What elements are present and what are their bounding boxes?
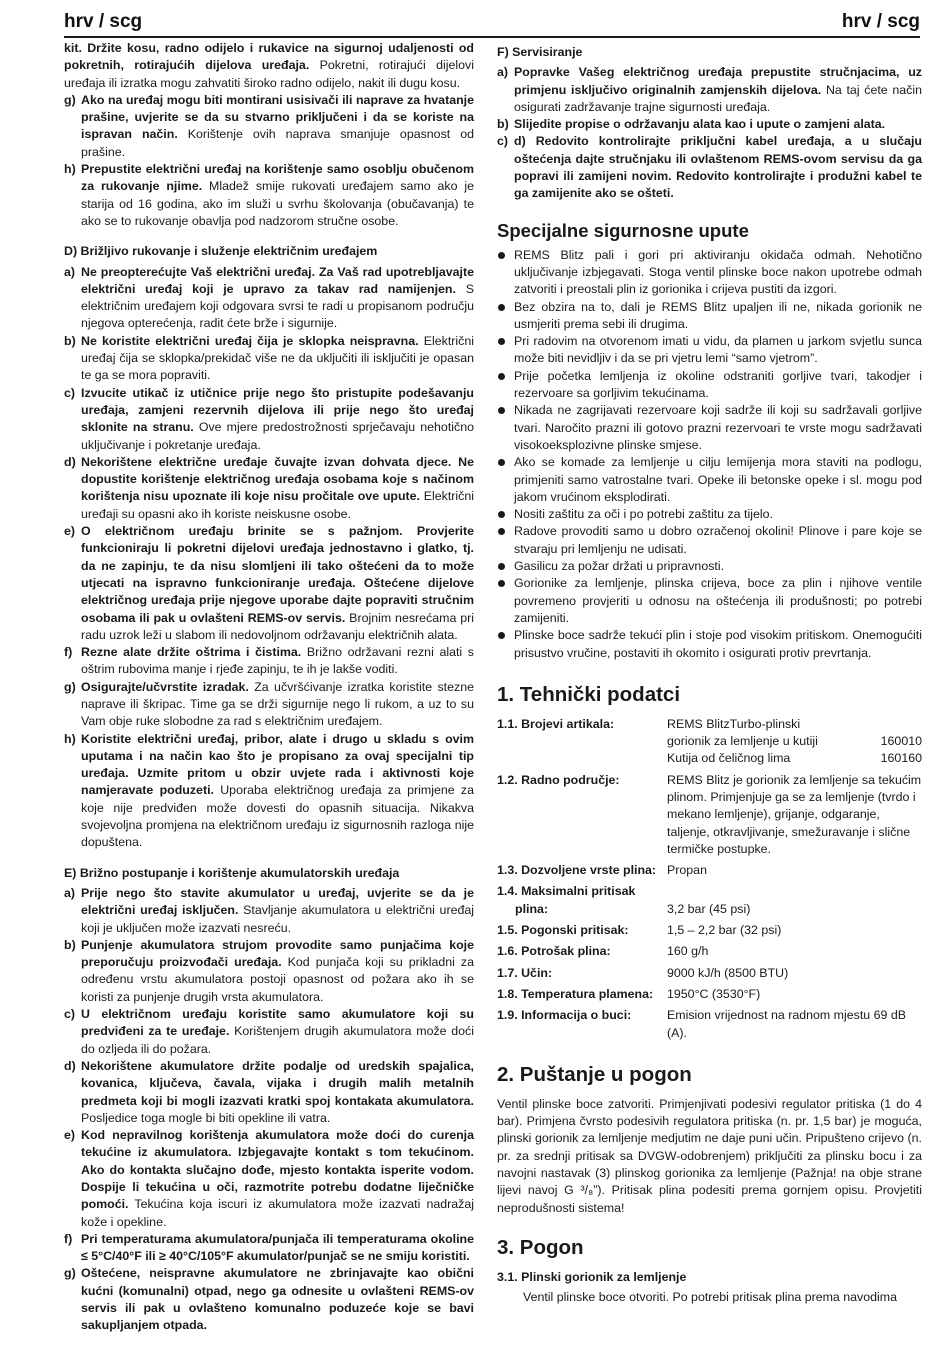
section-e-items bbox=[64, 885, 474, 1335]
bullet-item: Bez obzira na to, dali je REMS Blitz upaljen ili ne, nikada gorionik ne usmjeriti prema sebi ili drugima. bbox=[497, 299, 922, 334]
list-item: f) Pri temperaturama akumulatora/punjača ili temperaturama okoline ≤ 5°C/40°F ili ≥ 40°C/105°F akumulator/punjač se ne smiju koristiti. bbox=[64, 1231, 474, 1264]
list-item: a) Prije nego što stavite akumulator u uređaj, uvjerite se da je električni uređaj isključen. Stavljanje akumulatora u električni uređaj koji je uključen može izazvati nesreću. bbox=[64, 885, 474, 935]
list-item: d) Nekorištene električne uređaje čuvajte izvan dohvata djece. Ne dopustite korištenje električnog uređaja osobama koje s načinom korištenja nisu upoznate ili koje nisu pročitale ove upute. Električni uređaji su opasni ako ih koriste neiskusne osobe. bbox=[64, 454, 474, 521]
bullet-item: Prije početka lemljenja iz okoline odstraniti gorljive tvari, takodjer i rezervoare sa gorljivim tekućinama. bbox=[497, 368, 922, 403]
tech-row: 1.5. Pogonski pritisak: 1,5 – 2,2 bar (32 psi) bbox=[497, 923, 782, 938]
bullet-item: Gasilicu za požar držati u pripravnosti. bbox=[497, 558, 922, 575]
tech-row: 1.1. Brojevi artikala: REMS BlitzTurbo-plinski gorionik za lemljenje u kutiji 160010 Kutija od čeličnog lima 160160 bbox=[497, 716, 922, 766]
list-item: c) U električnom uređaju koristite samo akumulatore koji su predviđeni za te uređaje. Korištenjem drugih akumulatora može doći do ozljeda ili do požara. bbox=[64, 1007, 474, 1056]
list-item: b) Slijedite propise o održavanju alata kao i upute o zamjeni alata. bbox=[497, 117, 886, 132]
bullet-item: Gorionike za lemljenje, plinska crijeva, boce za plin i njihove ventile povremeno provjeriti u odnosu na oštećenja ili produšnosti; po potrebi zamijeniti. bbox=[497, 575, 922, 627]
language-label-right: hrv / scg bbox=[841, 11, 920, 32]
section-c-tail: kit. Držite kosu, radno odijelo i rukavice na sigurnoj udaljenosti od pokretnih, rotirajućih dijelova uređaja. Pokretni, rotirajući dijelovi uređaja ili izratka mogu zahvatiti široko radno odijelo, nakit ili dugu kosu. bbox=[64, 41, 474, 90]
list-item: b) Punjenje akumulatora strujom provodite samo punjačima koje preporučuju proizvođači uređaja. Kod punjača koji su prikladni za određenu vrstu akumulatora postoji opasnost od požara ako ih se koristi za punjenje drugih vrsta akumulatora. bbox=[64, 937, 474, 1004]
list-item: c) d) Redovito kontrolirajte priključni kabel uređaja, a u slučaju oštećenja dajte stručnjaku ili ovlaštenom REMS-ovom servisu da ga popravi ili zamijeni novim. Redovito kontrolirajte i produžni kabel te ga zamijenite ako se ošteti. bbox=[497, 134, 922, 201]
tech-row: 1.2. Radno područje: REMS Blitz je gorionik za lemljenje sa tekućim plinom. Primjenjuje ga se za lemljenje (tvrdo i mekano lemljenje), grijanje, odgaranje, taljenje, otkravljivanje, smežuravanje i slične termičke postupke. bbox=[497, 772, 922, 856]
tech-row: 1.3. Dozvoljene vrste plina: Propan bbox=[497, 863, 707, 878]
list-item: a) Ne preopterećujte Vaš električni uređaj. Za Vaš rad upotrebljavajte električni uređaj koji je upravo za takav rad namijenjen. S električnim uređajem koji odgovara svrsi te radi u propisanom području njegova opterećenja, radit ćete brže i sigurnije. bbox=[64, 264, 474, 331]
special-safety-list bbox=[497, 247, 922, 662]
bullet-icon bbox=[498, 304, 505, 311]
list-item: f) Rezne alate držite oštrima i čistima. Brižno održavani rezni alati s oštrim rubovima manje i rjeđe zapinju, te ih je lakše voditi. bbox=[64, 645, 474, 677]
bullet-icon bbox=[498, 252, 505, 259]
operation-text: Ventil plinske boce otvoriti. Po potrebi pritisak plina prema navodima bbox=[523, 1290, 897, 1305]
tech-row: 1.4. Maksimalni pritisak plina: 3,2 bar (45 psi) bbox=[497, 884, 751, 916]
bullet-icon bbox=[498, 563, 505, 570]
bullet-icon bbox=[498, 373, 505, 380]
list-item: a) Popravke Vašeg električnog uređaja prepustite stručnjacima, uz primjenu isključivo originalnih zamjenskih dijelova. Na taj ćete način osigurati zadržavanje trajne sigurnosti uređaja. bbox=[497, 65, 922, 114]
bullet-icon bbox=[498, 632, 505, 639]
operation-subheading: 3.1. Plinski gorionik za lemljenje bbox=[497, 1269, 687, 1284]
bullet-item: REMS Blitz pali i gori pri aktiviranju okidača odmah. Nehotično uključivanje izbjegavati. Stoga ventil plinske boce nakon upotrebe odmah zatvoriti i preostali plin iz gorionika i crijeva pustiti da izgori. bbox=[497, 247, 922, 299]
tech-row: 1.7. Učin: 9000 kJ/h (8500 BTU) bbox=[497, 965, 789, 980]
bullet-item: Plinske boce sadrže tekući plin i stoje pod visokim pritiskom. Onemogućiti prisustvo vručine, postaviti ih okomito i osigurati protiv prevrtanja. bbox=[497, 627, 922, 662]
section-d-items bbox=[64, 264, 474, 852]
list-item: e) Kod nepravilnog korištenja akumulatora može doći do curenja tekućine iz akumulatora. Izbjegavajte kontakt s tom tekućinom. Ako do kontakta slučajno dođe, mjesto kontakta isperite vodom. Dospije li tekućina u oči, razmotrite potrebu dodatne liječničke pomoći. Tekućina koja iscuri iz akumulatora može izazvati nadražaj kože i opekline. bbox=[64, 1128, 474, 1229]
bullet-item: Pri radovim na otvorenom imati u vidu, da plamen u jarkom svjetlu sunca može biti nevidljiv i da se pri vjetru lemi “samo vjetrom”. bbox=[497, 333, 922, 368]
operation-heading: 3. Pogon bbox=[497, 1235, 584, 1259]
list-item: e) O električnom uređaju brinite se s pažnjom. Provjerite funkcioniraju li pokretni dijelovi uređaja jednostavno i glatko, tj. da ne zapinju, te da nisu slomljeni ili tako oštećeni da to može utjecati na ispravno funkcioniranje uređaja. Oštećene dijelove električnog uređaja prije njegove uporabe dajte popraviti stručnim osobama ili pak u ovlašteni REMS-ov servis. Brojnim nesrećama pri radu uzrok leži u slabom ili nedovoljnom održavanju električnih alata. bbox=[64, 524, 474, 642]
bullet-icon bbox=[498, 511, 505, 518]
bullet-icon bbox=[498, 459, 505, 466]
language-label-left: hrv / scg bbox=[64, 11, 143, 32]
bullet-icon bbox=[498, 338, 505, 345]
list-item: c) Izvucite utikač iz utičnice prije nego što pristupite podešavanju uređaja, zamjeni rezervnih dijelova ili prije nego što uređaj sklonite na stranu. Ove mjere predostrožnosti sprječavaju nehotično uključivanje i pokretanje uređaja. bbox=[64, 385, 475, 452]
commissioning-text: Ventil plinske boce zatvoriti. Primjenjivati podesivi regulator pritiska (1 do 4 bar). Primjena čvrsto podesivih regulatora pritiska (n. pr. 1,5 bar) je moguća, plinski gorionik za lemljenje medjutim ne daje puni učin. Pripušteno crijevo (n. pr. za srednji pritisak sa DVGW-odobrenjem) priključiti za plinsku bocu i za navojni nastavak (3) plinskog gorionika za lemljenje (Pažnja! na obje strane lijevi navoj G ³/₈”). Pritisak plina podesiti prema gornjem opisu. Provjetiti neprodušnosti sistema! bbox=[497, 1096, 922, 1215]
section-c-items bbox=[64, 92, 474, 230]
special-safety-heading: Specijalne sigurnosne upute bbox=[497, 219, 749, 241]
commissioning-heading: 2. Puštanje u pogon bbox=[497, 1062, 692, 1086]
list-item: b) Ne koristite električni uređaj čija je sklopka neispravna. Električni uređaj čija se sklopka/prekidač više ne da uključiti ili isključiti je opasan te ga se mora popraviti. bbox=[64, 333, 474, 383]
list-item: d) Nekorištene akumulatore držite podalje od uredskih spajalica, kovanica, ključeva, čavala, vijaka i drugih malih metalnih predmeta koji bi mogli izazvati kratki spoj kontakata akumulatora. Posljedice toga mogle bi biti opekline ili vatra. bbox=[64, 1058, 474, 1125]
bullet-icon bbox=[498, 580, 505, 587]
bullet-item: Ako se komade za lemljenje u cilju lemijenja mora staviti na podlogu, primjeniti samo vatrostalne tvari. Opeke ili betonske opeke i sl. mogu pod jakom vrućinom eksplodirati. bbox=[497, 454, 922, 506]
section-d-title: D) Brižljivo rukovanje i služenje električnim uređajem bbox=[64, 244, 378, 259]
page-header bbox=[64, 10, 920, 36]
tech-row: 1.9. Informacija o buci: Emision vrijednost na radnom mjestu 69 dB (A). bbox=[497, 1008, 906, 1040]
section-e-title: E) Brižno postupanje i korištenje akumulatorskih uređaja bbox=[64, 865, 400, 880]
list-item: h) Koristite električni uređaj, pribor, alate i drugo u skladu s ovim uputama i na način kao što je propisano za ovaj specijalni tip uređaja. Uzmite pritom u obzir uvjete rada i aktivnosti koje namjeravate poduzeti. Uporaba električnog uređaja za primjene za koje nije predviđen može dovesti do opasnih situacija. Nikakva svojevoljna promjena na električnom uređaju iz sigurnosnih razloga nije dopuštena. bbox=[64, 731, 475, 850]
tech-data-table bbox=[497, 716, 922, 1042]
list-item: g) Osigurajte/učvrstite izradak. Za učvršćivanje izratka koristite stezne naprave ili škripac. Time ga se drži sigurnije nego li rukom, a uz to su Vam obje ruke slobodne za rad s električnim uređajem. bbox=[64, 679, 474, 729]
header-rule bbox=[64, 36, 920, 38]
tech-data-heading: 1. Tehnički podatci bbox=[497, 682, 681, 706]
left-column bbox=[64, 40, 474, 1335]
bullet-icon bbox=[498, 407, 505, 414]
bullet-item: Nositi zaštitu za oči i po potrebi zaštitu za tijelo. bbox=[497, 506, 922, 523]
tech-row: 1.6. Potrošak plina: 160 g/h bbox=[497, 944, 709, 959]
list-item: g) Ako na uređaj mogu biti montirani usisivači ili naprave za hvatanje prašine, uvjerite se da su stvarno priključeni i da se koriste na ispravan način. Korištenje ovih naprava smanjuje opasnost od prašine. bbox=[64, 92, 474, 159]
list-item: g) Oštećene, neispravne akumulatore ne zbrinjavajte kao obični kućni (komunalni) otpad, nego ga odnesite u ovlašteni REMS-ov servis ili pak u ovlašteno komunalno poduzeće koje se bavi sakupljanjem otpada. bbox=[64, 1266, 474, 1333]
tech-row: 1.8. Temperatura plamena: 1950°C (3530°F) bbox=[497, 986, 761, 1001]
section-f-items bbox=[497, 64, 922, 202]
bullet-item: Nikada ne zagrijavati rezervoare koji sadrže ili koji su sadržavali gorljive tvari. Naročito prazni ili gotovo prazni rezervoari te vrste mogu sadržavati visokoeksplozivne plinske smjese. bbox=[497, 402, 922, 454]
bullet-item: Radove provoditi samo u dobro ozračenoj okolini! Plinove i pare koje se stvaraju pri lemljenju ne udisati. bbox=[497, 523, 922, 558]
list-item: h) Prepustite električni uređaj na korištenje samo osoblju obučenom za rukovanje njime. Mladež smije rukovati uređajem samo ako je starija od 16 godina, ako im služi u svrhu školovanja (obučavanja) te ako se to rukovanje obavlja pod nadzorom stručne osobe. bbox=[64, 162, 475, 228]
section-f-title: F) Servisiranje bbox=[497, 45, 583, 59]
right-column bbox=[497, 40, 922, 1307]
bullet-icon bbox=[498, 528, 505, 535]
